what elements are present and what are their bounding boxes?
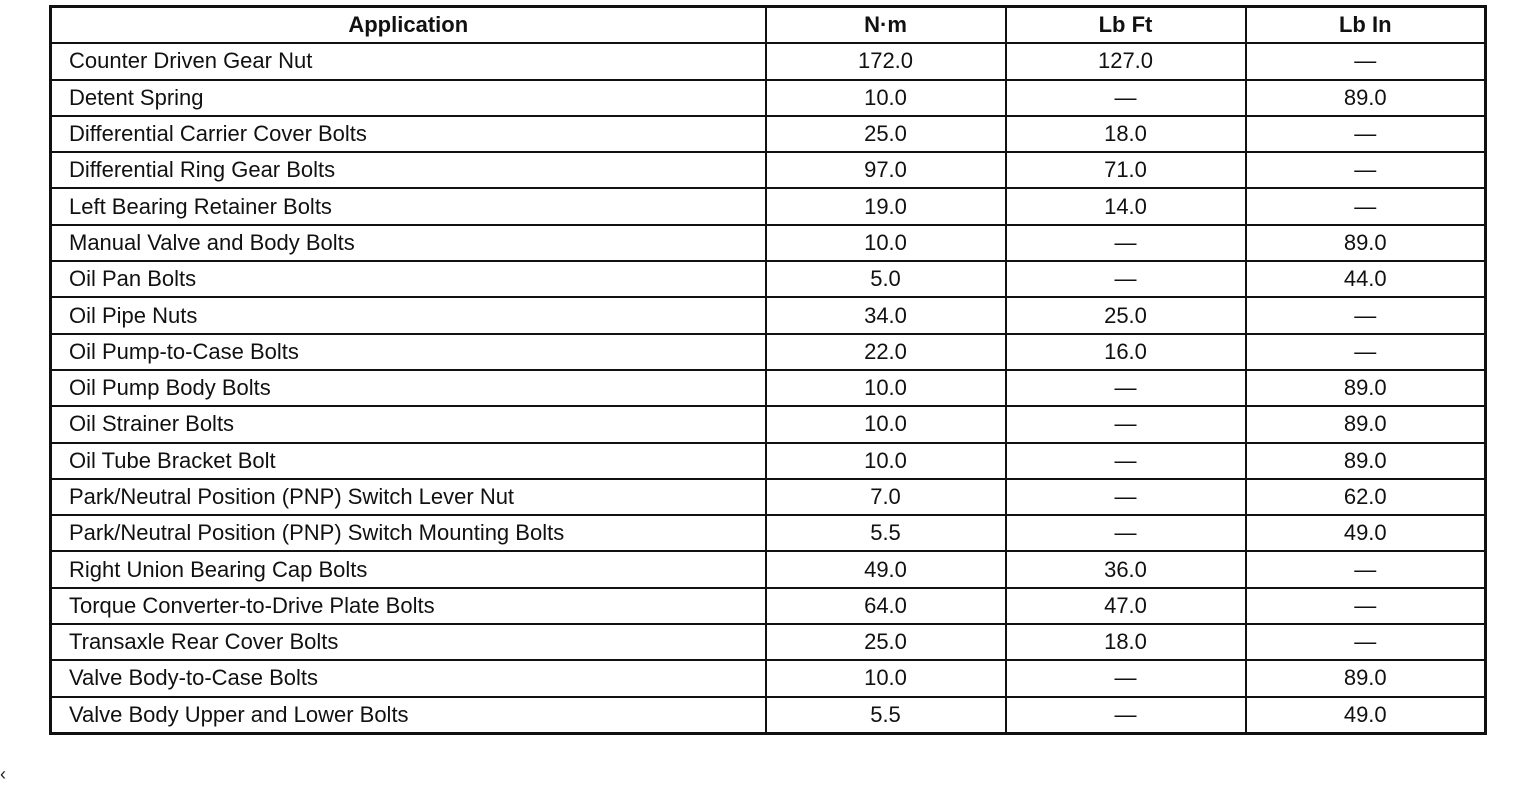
header-application: Application — [51, 7, 766, 44]
header-lb-ft: Lb Ft — [1006, 7, 1246, 44]
cell-lb-in: 49.0 — [1246, 697, 1486, 734]
cell-lb-in: 89.0 — [1246, 370, 1486, 406]
cell-lb-in: — — [1246, 188, 1486, 224]
cell-nm: 10.0 — [766, 443, 1006, 479]
cell-nm: 19.0 — [766, 188, 1006, 224]
cell-application: Transaxle Rear Cover Bolts — [51, 624, 766, 660]
table-row — [51, 443, 1486, 479]
table-row — [51, 479, 1486, 515]
table-row — [51, 406, 1486, 442]
torque-spec-table — [49, 5, 1487, 735]
cell-application: Valve Body Upper and Lower Bolts — [51, 697, 766, 734]
cell-lb-ft: 47.0 — [1006, 588, 1246, 624]
cell-application: Oil Pump Body Bolts — [51, 370, 766, 406]
cell-nm: 22.0 — [766, 334, 1006, 370]
cell-application: Park/Neutral Position (PNP) Switch Lever Nut — [51, 479, 766, 515]
cell-lb-ft: — — [1006, 225, 1246, 261]
cell-lb-in: — — [1246, 551, 1486, 587]
cell-application: Park/Neutral Position (PNP) Switch Mounting Bolts — [51, 515, 766, 551]
cell-lb-ft: 25.0 — [1006, 297, 1246, 333]
table-row — [51, 43, 1486, 79]
cell-nm: 5.0 — [766, 261, 1006, 297]
cell-lb-ft: — — [1006, 697, 1246, 734]
cell-application: Oil Strainer Bolts — [51, 406, 766, 442]
cell-lb-in: — — [1246, 43, 1486, 79]
cell-lb-in: 49.0 — [1246, 515, 1486, 551]
cell-lb-ft: 14.0 — [1006, 188, 1246, 224]
cell-lb-in: 89.0 — [1246, 443, 1486, 479]
stray-scan-mark: ‹ — [0, 764, 6, 784]
header-lb-in: Lb In — [1246, 7, 1486, 44]
cell-lb-in: — — [1246, 116, 1486, 152]
cell-nm: 64.0 — [766, 588, 1006, 624]
cell-nm: 34.0 — [766, 297, 1006, 333]
cell-lb-in: — — [1246, 297, 1486, 333]
cell-lb-ft: — — [1006, 406, 1246, 442]
cell-nm: 25.0 — [766, 116, 1006, 152]
table-row — [51, 588, 1486, 624]
cell-lb-in: 89.0 — [1246, 406, 1486, 442]
table-row — [51, 225, 1486, 261]
cell-nm: 5.5 — [766, 697, 1006, 734]
cell-application: Manual Valve and Body Bolts — [51, 225, 766, 261]
cell-nm: 97.0 — [766, 152, 1006, 188]
cell-nm: 10.0 — [766, 406, 1006, 442]
table-row — [51, 370, 1486, 406]
cell-lb-ft: 18.0 — [1006, 624, 1246, 660]
header-nm: N·m — [766, 7, 1006, 44]
table-row — [51, 515, 1486, 551]
cell-application: Oil Pump-to-Case Bolts — [51, 334, 766, 370]
table-row — [51, 188, 1486, 224]
cell-application: Oil Pipe Nuts — [51, 297, 766, 333]
cell-application: Left Bearing Retainer Bolts — [51, 188, 766, 224]
cell-lb-in: 89.0 — [1246, 660, 1486, 696]
cell-application: Counter Driven Gear Nut — [51, 43, 766, 79]
cell-application: Differential Carrier Cover Bolts — [51, 116, 766, 152]
cell-lb-in: 44.0 — [1246, 261, 1486, 297]
table-row — [51, 80, 1486, 116]
cell-nm: 25.0 — [766, 624, 1006, 660]
cell-nm: 7.0 — [766, 479, 1006, 515]
cell-application: Right Union Bearing Cap Bolts — [51, 551, 766, 587]
cell-lb-ft: — — [1006, 515, 1246, 551]
table-row — [51, 116, 1486, 152]
cell-lb-ft: 127.0 — [1006, 43, 1246, 79]
cell-lb-in: — — [1246, 334, 1486, 370]
cell-nm: 10.0 — [766, 660, 1006, 696]
cell-lb-ft: 71.0 — [1006, 152, 1246, 188]
cell-application: Oil Pan Bolts — [51, 261, 766, 297]
table-header-row — [51, 7, 1486, 44]
cell-lb-ft: — — [1006, 660, 1246, 696]
cell-nm: 10.0 — [766, 370, 1006, 406]
cell-application: Detent Spring — [51, 80, 766, 116]
cell-application: Torque Converter-to-Drive Plate Bolts — [51, 588, 766, 624]
table-row — [51, 297, 1486, 333]
cell-lb-in: 62.0 — [1246, 479, 1486, 515]
cell-application: Valve Body-to-Case Bolts — [51, 660, 766, 696]
cell-nm: 5.5 — [766, 515, 1006, 551]
cell-lb-ft: — — [1006, 479, 1246, 515]
cell-nm: 10.0 — [766, 80, 1006, 116]
table-row — [51, 624, 1486, 660]
cell-lb-in: — — [1246, 152, 1486, 188]
cell-application: Differential Ring Gear Bolts — [51, 152, 766, 188]
cell-nm: 49.0 — [766, 551, 1006, 587]
cell-nm: 172.0 — [766, 43, 1006, 79]
cell-lb-ft: — — [1006, 80, 1246, 116]
cell-lb-ft: 36.0 — [1006, 551, 1246, 587]
table-body — [51, 43, 1486, 733]
cell-lb-ft: 16.0 — [1006, 334, 1246, 370]
table-row — [51, 152, 1486, 188]
table-row — [51, 334, 1486, 370]
cell-lb-ft: — — [1006, 370, 1246, 406]
table-row — [51, 551, 1486, 587]
cell-lb-in: 89.0 — [1246, 80, 1486, 116]
cell-lb-ft: — — [1006, 443, 1246, 479]
cell-lb-ft: — — [1006, 261, 1246, 297]
cell-lb-in: — — [1246, 624, 1486, 660]
table-row — [51, 697, 1486, 734]
table-row — [51, 261, 1486, 297]
cell-lb-in: 89.0 — [1246, 225, 1486, 261]
cell-lb-in: — — [1246, 588, 1486, 624]
cell-lb-ft: 18.0 — [1006, 116, 1246, 152]
table-row — [51, 660, 1486, 696]
cell-nm: 10.0 — [766, 225, 1006, 261]
cell-application: Oil Tube Bracket Bolt — [51, 443, 766, 479]
